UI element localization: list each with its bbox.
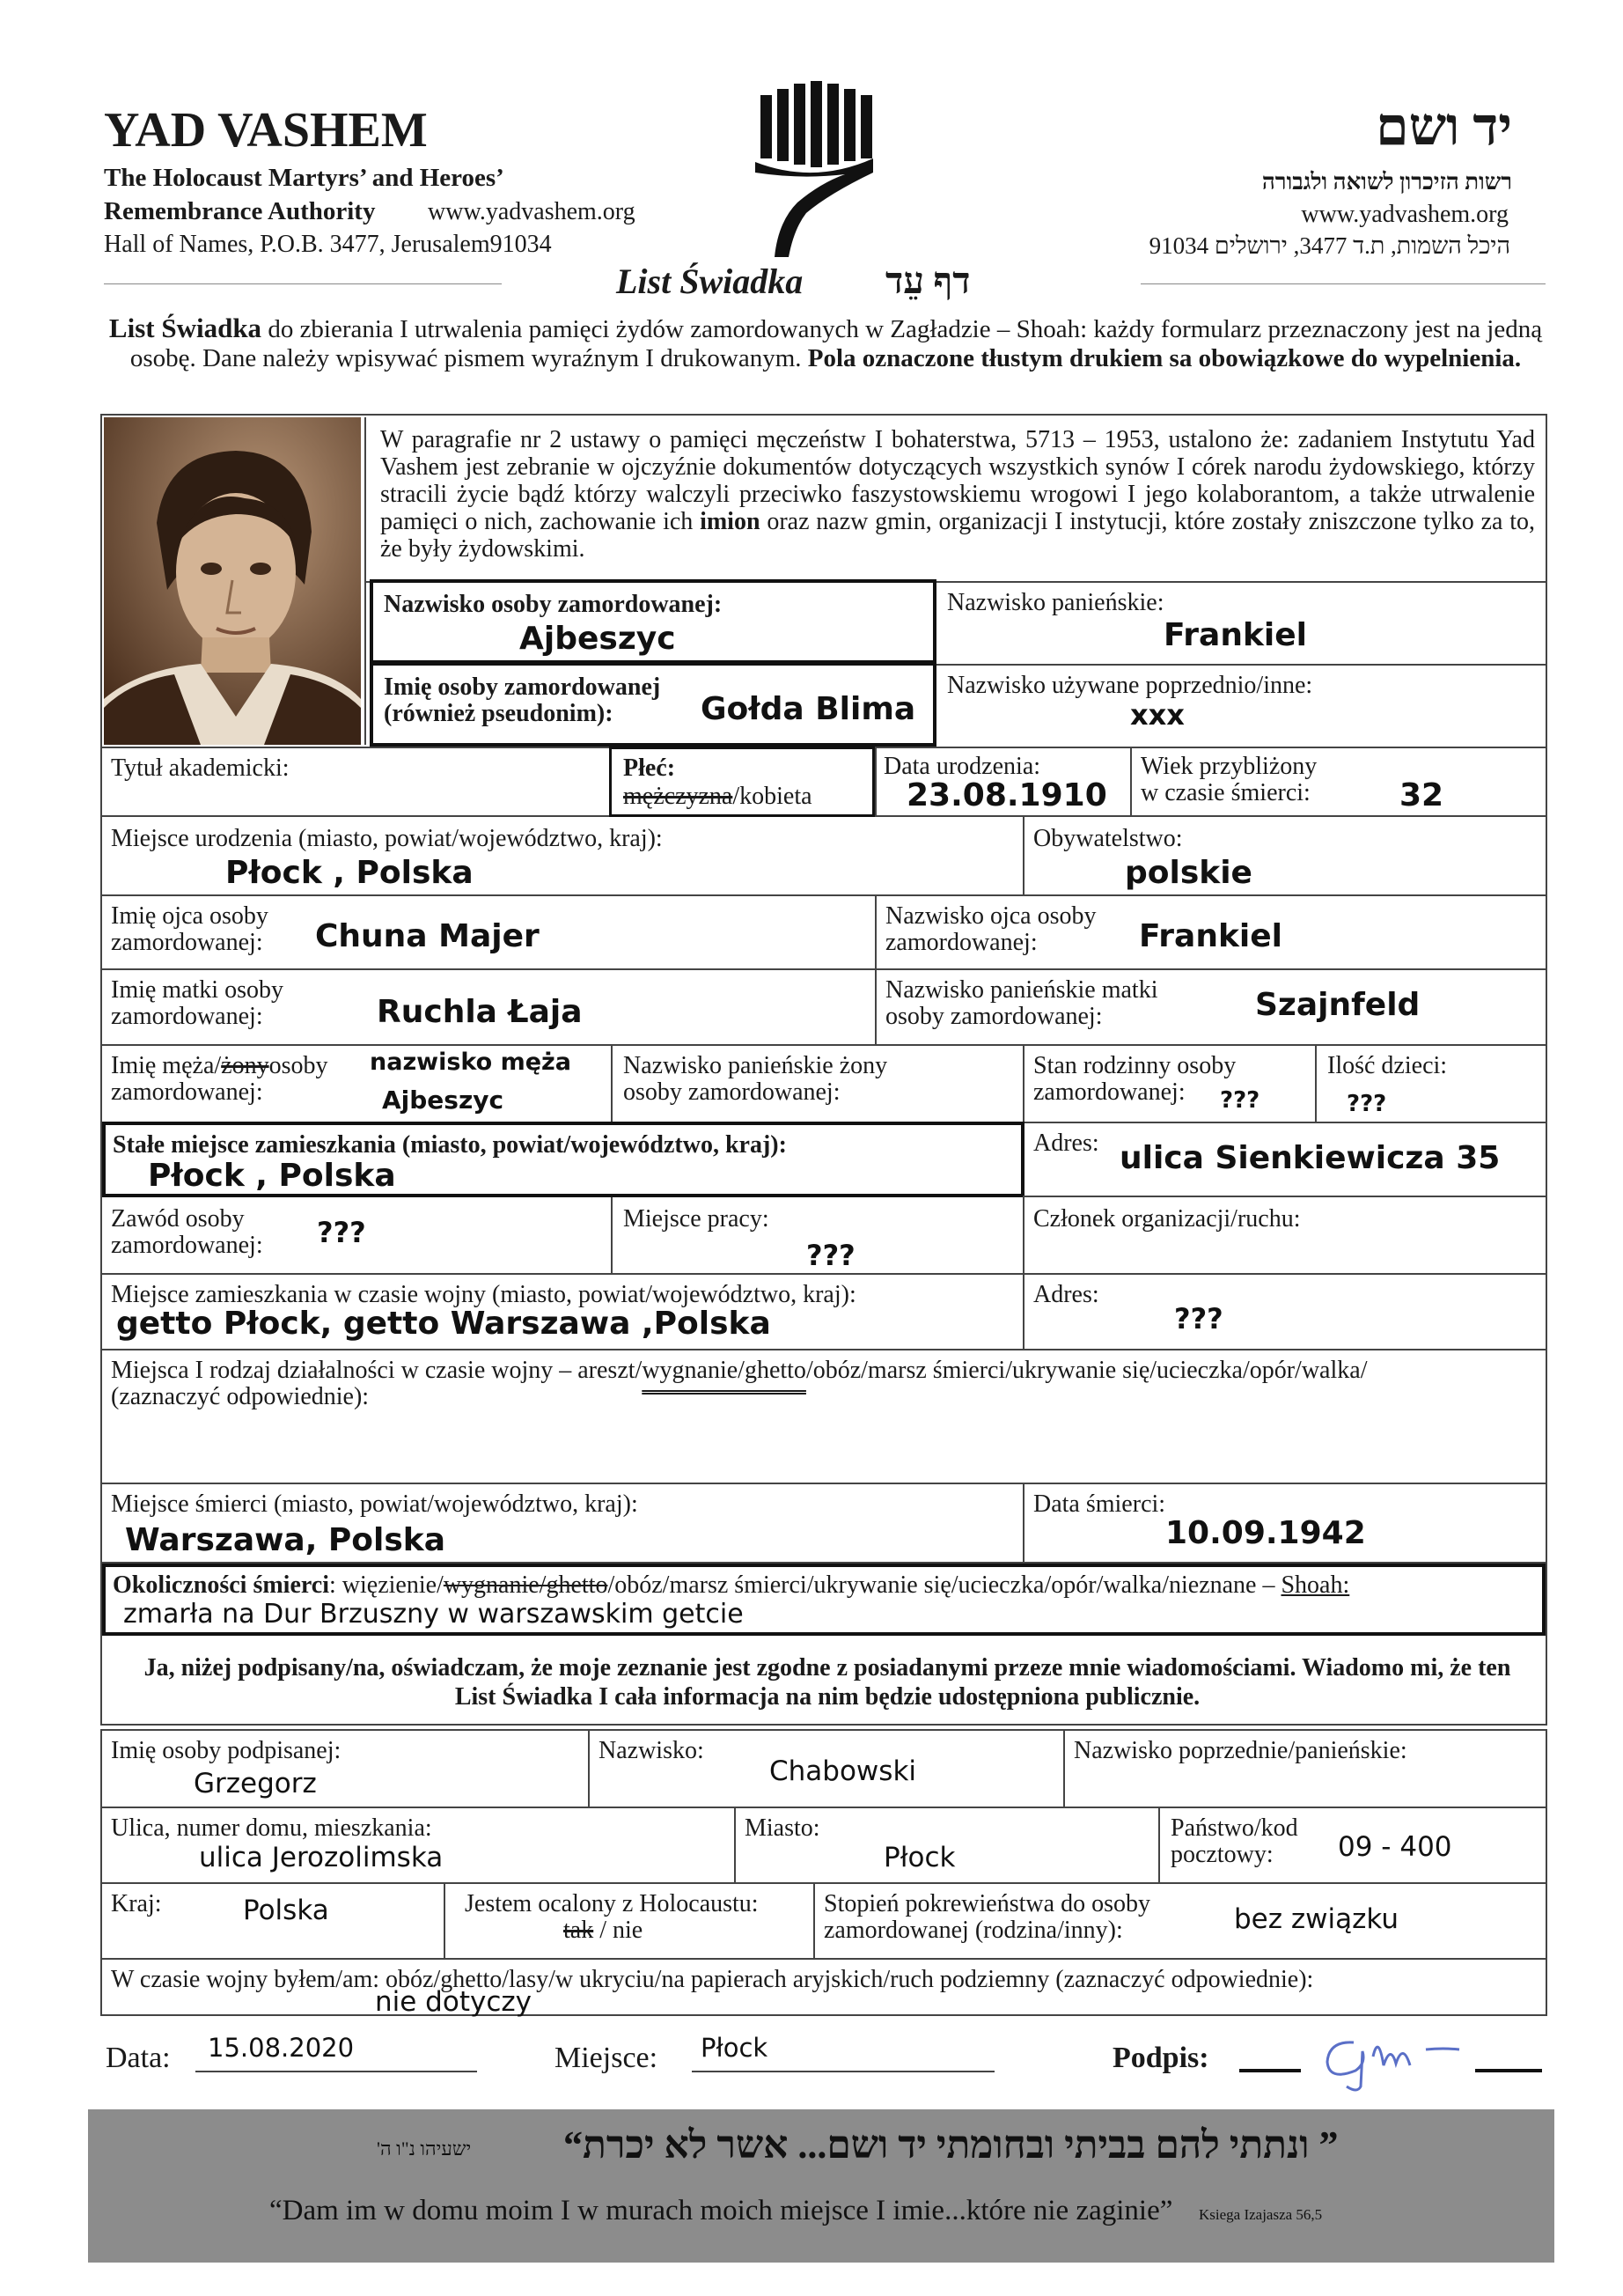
org-address: Hall of Names, P.O.B. 3477, Jerusalem91034 — [104, 231, 552, 258]
hebrew-address: היכל השמות, ת.ד 3477, ירושלים 91034 — [1149, 232, 1510, 259]
victim-surname[interactable]: Ajbeszyc — [519, 621, 676, 657]
rule — [100, 1882, 1547, 1884]
survivor-selected: / nie — [593, 1917, 643, 1944]
rule — [692, 2071, 995, 2072]
age[interactable]: 32 — [1399, 777, 1444, 813]
rule — [813, 1882, 815, 1958]
marital-label: Stan rodzinny osoby zamordowanej: — [1033, 1052, 1237, 1106]
hebrew-line1: רשות הזיכרון לשואה ולגבורה — [1261, 169, 1512, 195]
polish-quote: “Dam im w domu moim I w murach moich miejsce I imie...które nie zaginie” — [269, 2195, 1173, 2226]
form-title-hebrew: דף עֵד — [885, 261, 971, 302]
rule — [875, 747, 877, 815]
husband-note: nazwisko męża — [370, 1049, 571, 1076]
rule — [1130, 747, 1132, 815]
father-last[interactable]: Frankiel — [1139, 918, 1283, 954]
law-text-bold: imion — [700, 508, 760, 535]
mother-maiden-label: Nazwisko panieńskie matki osoby zamordowanej: — [885, 976, 1158, 1030]
children[interactable]: ??? — [1347, 1091, 1387, 1117]
husband[interactable]: Ajbeszyc — [382, 1085, 504, 1115]
wartime-label: W czasie wojny byłem/am: obóz/ghetto/lasy/w ukryciu/na papierach aryjskich/ruch podziemny (zaznaczyć odpowiednie): — [111, 1966, 1314, 1993]
circ-marked[interactable]: wygnanie/ghetto — [443, 1571, 608, 1599]
sex-crossed: mężczyzna — [623, 783, 733, 810]
war-address-label: Adres: — [1033, 1281, 1099, 1308]
country-code-label: Państwo/kod pocztowy: — [1171, 1814, 1298, 1868]
rule — [1239, 2069, 1301, 2072]
street[interactable]: ulica Jerozolimska — [199, 1842, 444, 1873]
survivor-value[interactable] — [563, 1917, 643, 1944]
father-first-label: Imię ojca osoby zamordowanej: — [111, 902, 268, 956]
husband-label-b: osoby zamordowanej: — [111, 1052, 328, 1106]
rule — [100, 1044, 1547, 1046]
survivor-label: Jestem ocalony z Holocaustu: — [465, 1890, 759, 1917]
menorah-logo — [748, 81, 880, 261]
dob-label: Data urodzenia: — [884, 753, 1041, 780]
submitter-last-label: Nazwisko: — [599, 1737, 704, 1764]
birthplace-label: Miejsce urodzenia (miasto, powiat/województwo, kraj): — [111, 825, 663, 852]
circumstances-label — [113, 1572, 1349, 1599]
citizenship[interactable]: polskie — [1125, 855, 1252, 891]
website[interactable]: www.yadvashem.org — [428, 198, 635, 225]
circumstances-value[interactable]: zmarła na Dur Brzuszny w warszawskim getcie — [123, 1599, 744, 1630]
rule — [100, 968, 1547, 970]
relation-label: Stopień pokrewieństwa do osoby zamordowanej (rodzina/inny): — [824, 1890, 1150, 1944]
victim-first[interactable]: Gołda Blima — [701, 691, 916, 727]
mother-first[interactable]: Ruchla Łaja — [377, 994, 583, 1030]
rule — [1315, 1044, 1317, 1122]
intro-bold-start: List Świadka — [108, 313, 262, 343]
death-place[interactable]: Warszawa, Polska — [125, 1522, 446, 1558]
city-label: Miasto: — [745, 1814, 820, 1842]
law-text — [380, 426, 1535, 563]
activity-label-a: Miejsca I rodzaj działalności w czasie wojny – areszt/ — [111, 1357, 643, 1384]
hebrew-source: ישעיהו נ"ו ה' — [377, 2138, 472, 2160]
place-label: Miejsce: — [554, 2042, 658, 2074]
rule — [364, 417, 366, 745]
workplace-label: Miejsce pracy: — [623, 1205, 769, 1233]
org-line1: The Holocaust Martyrs’ and Heroes’ — [104, 164, 504, 192]
rule — [100, 894, 1547, 896]
rule — [100, 1807, 1547, 1808]
war-address[interactable]: ??? — [1174, 1302, 1223, 1336]
address-label: Adres: — [1033, 1130, 1099, 1157]
victim-photo — [104, 417, 361, 745]
rule — [100, 1349, 1547, 1350]
rule — [1023, 1196, 1547, 1197]
law-text-part1: W paragrafie nr 2 ustawy o pamięci męczeństw I bohaterstwa, 5713 – 1953, ustalono że: zadaniem Instytutu Yad Vashem jest zebranie w ojczyźnie dokumentów dotyczących wszystkich synów I córek narodu żydowskiego, którzy stracili życie bądź którzy walczyli przeciwko faszystowskiemu wrogowi I jego kolaborantom, a także utrwalenie pamięci o nich, zachowanie ich — [380, 426, 1535, 535]
victim-surname-label: Nazwisko osoby zamordowanej: — [384, 591, 723, 618]
rule — [588, 1729, 590, 1807]
rule — [100, 1958, 1547, 1960]
rule — [936, 664, 1547, 666]
law-text-part2: oraz nazw gmin, organizacji I instytucji, które zostały zniszczone tylko za to, że były żydowskimi. — [380, 508, 1535, 563]
hebrew-title: יד ושם — [1376, 98, 1512, 156]
submitter-first[interactable]: Grzegorz — [194, 1768, 317, 1799]
death-date-label: Data śmierci: — [1033, 1490, 1166, 1518]
sex-selected: /kobieta — [732, 783, 812, 810]
father-last-label: Nazwisko ojca osoby zamordowanej: — [885, 902, 1097, 956]
death-date[interactable]: 10.09.1942 — [1165, 1515, 1366, 1551]
marital[interactable]: ??? — [1220, 1087, 1260, 1114]
sex-label: Płeć: — [623, 754, 676, 782]
wife-maiden-label: Nazwisko panieńskie żony osoby zamordowanej: — [623, 1052, 888, 1106]
postal-code[interactable]: 09 - 400 — [1338, 1831, 1452, 1863]
victim-maiden[interactable]: Frankiel — [1164, 617, 1308, 653]
circ-shoah: Shoah: — [1281, 1571, 1350, 1599]
sex-value[interactable] — [623, 784, 812, 810]
rule — [1475, 2069, 1542, 2072]
rule — [1023, 1273, 1024, 1349]
age-label: Wiek przybliżony w czasie śmierci: — [1141, 753, 1318, 806]
residence[interactable]: Płock , Polska — [148, 1158, 396, 1194]
activity-label-b: /obóz/marsz śmierci/ukrywanie się/ucieczka/opór/walka/ (zaznaczyć odpowiednie): — [111, 1357, 1368, 1410]
rule — [1158, 1807, 1160, 1882]
member-label: Członek organizacji/ruchu: — [1033, 1205, 1301, 1233]
mother-first-label: Imię matki osoby zamordowanej: — [111, 976, 283, 1030]
rule — [734, 1807, 736, 1882]
rule — [100, 1273, 1547, 1275]
rule — [1023, 1483, 1024, 1562]
residence-label: Stałe miejsce zamieszkania (miasto, powiat/województwo, kraj): — [113, 1131, 787, 1159]
form-title: List Świadka — [616, 261, 804, 301]
street-label: Ulica, numer domu, mieszkania: — [111, 1814, 432, 1842]
sign-label: Podpis: — [1113, 2042, 1209, 2074]
death-place-label: Miejsce śmierci (miasto, powiat/województwo, kraj): — [111, 1490, 638, 1518]
hebrew-website[interactable]: www.yadvashem.org — [1301, 201, 1509, 228]
mother-maiden[interactable]: Szajnfeld — [1255, 987, 1421, 1023]
rule — [1063, 1729, 1065, 1807]
polish-source: Ksiega Izajasza 56,5 — [1199, 2206, 1323, 2223]
intro-body: do zbierania I utrwalenia pamięci żydów zamordowanych w Zagładzie – Shoah: każdy formularz przeznaczony jest na jedną osobę. Dane należy wpisywać pismem wyraźnym I drukowanym. — [129, 315, 1543, 372]
submitter-prev-label: Nazwisko poprzednie/panieńskie: — [1074, 1737, 1407, 1764]
rule — [1023, 815, 1024, 894]
header-rule-left — [104, 283, 502, 284]
victim-prev[interactable]: xxx — [1130, 698, 1185, 732]
header-rule-right — [1141, 283, 1546, 284]
husband-label-crossed: żony — [221, 1052, 269, 1079]
circ-label: Okoliczności śmierci — [113, 1571, 329, 1599]
children-label: Ilość dzieci: — [1327, 1052, 1448, 1079]
wartime[interactable]: nie dotyczy — [375, 1986, 532, 2018]
rule — [611, 1197, 613, 1273]
profession[interactable]: ??? — [317, 1216, 366, 1249]
rule — [100, 1483, 1547, 1484]
sign-date[interactable]: 15.08.2020 — [208, 2033, 355, 2063]
circ-text-a: : więzienie/ — [329, 1571, 444, 1599]
rule — [444, 1882, 445, 1958]
submitter-first-label: Imię osoby podpisanej: — [111, 1737, 341, 1764]
profession-label: Zawód osoby zamordowanej: — [111, 1205, 263, 1259]
sign-place[interactable]: Płock — [701, 2033, 768, 2063]
victim-first-label: Imię osoby zamordowanej (również pseudonim): — [384, 673, 661, 727]
intro-bold-end: Pola oznaczone tłustym drukiem sa obowiązkowe do wypelnienia. — [807, 344, 1522, 372]
survivor-crossed: tak — [563, 1917, 594, 1944]
org-title: YAD VASHEM — [104, 103, 428, 158]
submitter-last[interactable]: Chabowski — [769, 1755, 917, 1787]
husband-label — [111, 1053, 328, 1106]
activity-label — [111, 1358, 1537, 1410]
war-residence[interactable]: getto Płock, getto Warszawa ,Polska — [116, 1306, 771, 1342]
war-residence-label: Miejsce zamieszkania w czasie wojny (miasto, powiat/województwo, kraj): — [111, 1281, 856, 1308]
relation[interactable]: bez związku — [1234, 1903, 1399, 1935]
hebrew-quote: ” ונתתי להם בביתי ובחומתי יד ושם... אשר לא יכרת“ — [563, 2123, 1339, 2167]
activity-marked[interactable]: wygnanie/ghetto — [642, 1357, 806, 1384]
country-label: Kraj: — [111, 1890, 162, 1917]
dob[interactable]: 23.08.1910 — [907, 777, 1107, 813]
workplace[interactable]: ??? — [806, 1239, 856, 1272]
rule — [611, 1044, 613, 1122]
rule — [195, 2071, 477, 2072]
academic-title-label: Tytuł akademicki: — [111, 754, 290, 782]
city[interactable]: Płock — [884, 1842, 956, 1873]
father-first[interactable]: Chuna Majer — [315, 918, 540, 954]
address[interactable]: ulica Sienkiewicza 35 — [1120, 1140, 1501, 1176]
birthplace[interactable]: Płock , Polska — [225, 855, 474, 891]
citizenship-label: Obywatelstwo: — [1033, 825, 1183, 852]
date-label: Data: — [106, 2042, 171, 2074]
husband-label-a: Imię męża/ — [111, 1052, 222, 1079]
signature[interactable] — [1311, 2025, 1479, 2095]
victim-maiden-label: Nazwisko panieńskie: — [947, 589, 1164, 616]
declaration: Ja, niżej podpisany/na, oświadczam, że moje zeznanie jest zgodne z posiadanymi przeze mnie wiadomościami. Wiadomo mi, że ten List Świadka I cała informacja na nim będzie udostępniona publicznie. — [143, 1654, 1511, 1711]
country[interactable]: Polska — [243, 1895, 329, 1926]
victim-prev-label: Nazwisko używane poprzednio/inne: — [947, 672, 1313, 699]
org-line2: Remembrance Authority — [104, 197, 376, 225]
circ-text-b: /obóz/marsz śmierci/ukrywanie się/ucieczka/opór/walka/nieznane – — [607, 1571, 1282, 1599]
intro-text — [104, 313, 1547, 373]
